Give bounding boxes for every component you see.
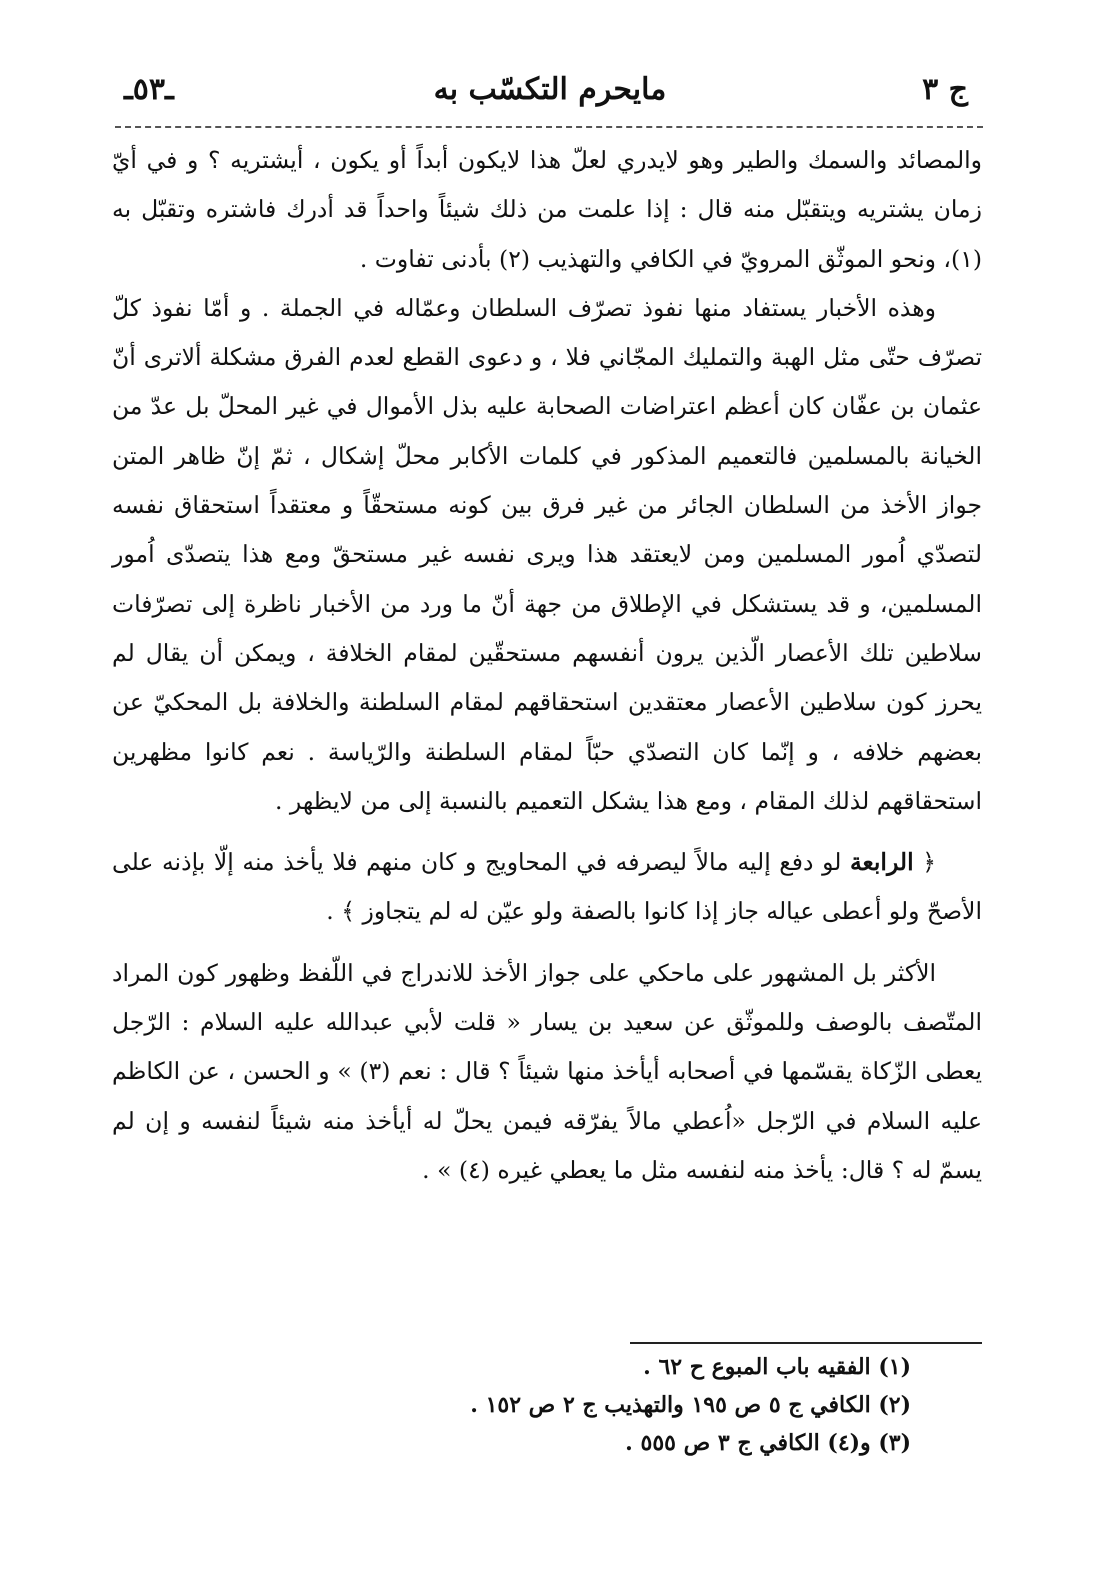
footnote-1: (١) الفقيه باب المبوع ح ٦٢ . xyxy=(643,1354,911,1380)
close-bracket: ﴾ . xyxy=(326,897,355,926)
footnote-2: (٢) الكافي ج ٥ ص ١٩٥ والتهذيب ج ٢ ص ١٥٢ . xyxy=(470,1392,911,1418)
footnotes xyxy=(311,1348,911,1462)
page-title: مايحرم التكسّب به xyxy=(433,72,667,107)
volume-label: ج ٣ xyxy=(922,72,968,107)
header-divider xyxy=(115,126,983,128)
page-number: ـ٥٣ـ xyxy=(124,72,174,107)
paragraph-fourth-issue xyxy=(112,838,982,937)
main-text xyxy=(112,136,982,1195)
issue-text: لو دفع إليه مالاً ليصرفه في المحاويج و كان منهم فلا يأخذ منه إلّا بإذنه على الأصحّ ولو أعطى عياله جاز إذا كانوا بالصفة ولو عيّن له لم يتجاوز xyxy=(112,848,982,926)
paragraph-continuation: والمصائد والسمك والطير وهو لايدري لعلّ هذا لايكون أبداً أو يكون ، أيشتريه ؟ و في أيّ زمان يشتريه ويتقبّل منه قال : إذا علمت من ذلك شيئاً واحداً قد أدرك فاشتره وتقبّل به (١)، ونحو الموثّق المرويّ في الكافي والتهذيب (٢) بأدنى تفاوت . xyxy=(112,146,982,273)
footnote-3-4: (٣) و(٤) الكافي ج ٣ ص ٥٥٥ . xyxy=(625,1430,911,1456)
paragraph-majority-view: الأكثر بل المشهور على ماحكي على جواز الأخذ للاندراج في اللّفظ وظهور كون المراد المتّصف بالوصف وللموثّق عن سعيد بن يسار « قلت لأبي عبدالله عليه السلام : الرّجل يعطى الزّكاة يقسّمها في أصحابه أيأخذ منها شيئاً ؟ قال : نعم (٣) » و الحسن ، عن الكاظم عليه السلام في الرّجل «اُعطي مالاً يفرّقه فيمن يحلّ له أيأخذ منه شيئاً لنفسه و إن لم يسمّ له ؟ قال: يأخذ منه لنفسه مثل ما يعطي غيره (٤) » . xyxy=(112,958,982,1184)
paragraph-commentary: وهذه الأخبار يستفاد منها نفوذ تصرّف السلطان وعمّاله في الجملة . و أمّا نفوذ كلّ تصرّف حتّى مثل الهبة والتمليك المجّاني فلا ، و دعوى القطع لعدم الفرق مشكلة ألاترى أنّ عثمان بن عفّان كان أعظم اعتراضات الصحابة عليه بذل الأموال في غير المحلّ بل عدّ من الخيانة بالمسلمين فالتعميم المذكور في كلمات الأكابر محلّ إشكال ، ثمّ إنّ ظاهر المتن جواز الأخذ من السلطان الجائر من غير فرق بين كونه مستحقّاً و معتقداً استحقاق نفسه لتصدّي اُمور المسلمين ومن لايعتقد هذا ويرى نفسه غير مستحقّ ومع هذا يتصدّى اُمور المسلمين، و قد يستشكل في الإطلاق من جهة أنّ ما ورد من الأخبار ناظرة إلى تصرّفات سلاطين تلك الأعصار الّذين يرون أنفسهم مستحقّين لمقام الخلافة ، ويمكن أن يقال لم يحرز كون سلاطين الأعصار معتقدين استحقاقهم لمقام السلطنة والخلافة بل المحكيّ عن بعضهم خلافه ، و إنّما كان التصدّي حبّاً لمقام السلطنة والرّياسة . نعم كانوا مظهرين استحقاقهم لذلك المقام ، ومع هذا يشكل التعميم بالنسبة إلى من لايظهر . xyxy=(112,293,982,815)
footnote-divider xyxy=(630,1342,982,1344)
page-header xyxy=(110,68,990,118)
issue-label: الرابعة xyxy=(849,848,914,877)
open-bracket: ﴿ xyxy=(922,848,936,877)
